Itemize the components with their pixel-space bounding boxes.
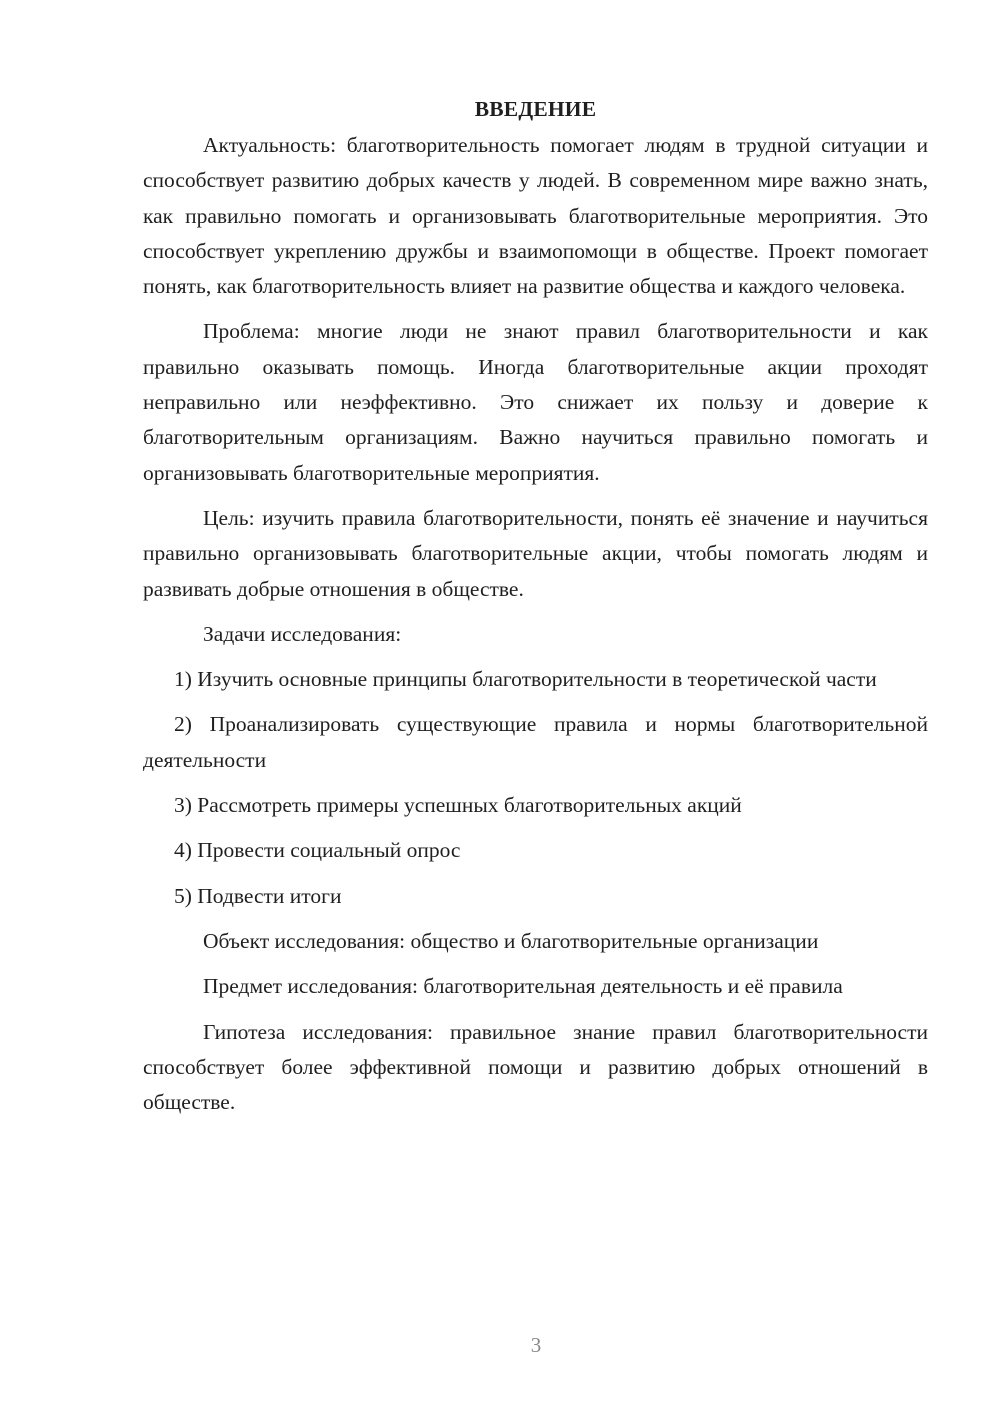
- task-item: 5) Подвести итоги: [174, 883, 342, 908]
- goal-paragraph: Цель: изучить правила благотворительности, понять её значение и научиться правильно организовывать благотворительные акции, чтобы помогать людям и развивать добрые отношения в обществе.: [143, 505, 928, 601]
- problem-paragraph: Проблема: многие люди не знают правил благотворительности и как правильно оказывать помощь. Иногда благотворительные акции проходят неправильно или неэффективно. Это снижает их пользу и доверие к благотворительным организациям. Важно научиться правильно помогать и организовывать благотворительные мероприятия.: [143, 319, 928, 485]
- research-subject-paragraph: Предмет исследования: благотворительная деятельность и её правила: [203, 974, 843, 999]
- page-number: 3: [530, 1333, 542, 1357]
- page-title: ВВЕДЕНИЕ: [474, 97, 597, 121]
- task-item: 2) Проанализировать существующие правила и нормы благотворительной деятельности: [143, 712, 928, 772]
- relevance-paragraph: Актуальность: благотворительность помогает людям в трудной ситуации и способствует развитию добрых качеств у людей. В современном мире важно знать, как правильно помогать и организовывать благотворительные мероприятия. Это способствует укреплению дружбы и взаимопомощи в обществе. Проект помогает понять, как благотворительность влияет на развитие общества и каждого человека.: [143, 133, 928, 299]
- task-item: 3) Рассмотреть примеры успешных благотворительных акций: [174, 793, 742, 818]
- research-object-paragraph: Объект исследования: общество и благотворительные организации: [203, 928, 819, 953]
- hypothesis-paragraph: Гипотеза исследования: правильное знание правил благотворительности способствует более эффективной помощи и развитию добрых отношений в обществе.: [143, 1019, 928, 1115]
- task-item: 4) Провести социальный опрос: [174, 838, 461, 863]
- task-item: 1) Изучить основные принципы благотворительности в теоретической части: [174, 667, 877, 692]
- page-content: [143, 92, 928, 1130]
- tasks-heading: Задачи исследования:: [203, 621, 402, 646]
